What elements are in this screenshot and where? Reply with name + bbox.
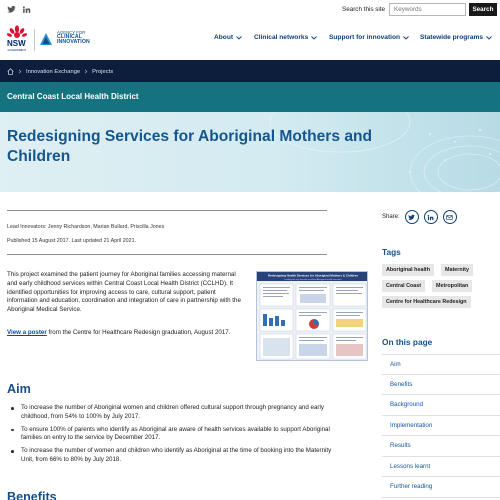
aim-item: To ensure 100% of parents who identify as Aboriginal are aware of health services available to support Aboriginal families on entry to the service by December 2017.: [7, 426, 337, 444]
nav-clinical-networks-label: Clinical networks: [254, 34, 309, 41]
chevron-down-icon: [311, 36, 317, 40]
aci-logo-text: [57, 30, 90, 45]
tag-maternity[interactable]: Maternity: [441, 264, 473, 276]
search-input[interactable]: [389, 3, 466, 16]
chevron-down-icon: [486, 36, 492, 40]
chevron-down-icon: [403, 36, 409, 40]
breadcrumb-item-innovation-exchange[interactable]: Innovation Exchange: [26, 68, 81, 75]
aci-logo-line2: CLINICAL: [57, 34, 83, 40]
on-this-page-background[interactable]: Background: [382, 395, 500, 416]
tag-metropolitan[interactable]: Metropolitan: [432, 280, 472, 292]
tag-aboriginal-health[interactable]: Aboriginal health: [382, 264, 434, 276]
search-button[interactable]: Search: [469, 3, 497, 16]
poster-subtitle: Leading the way towards excellent Aboriginal health outcomes: [284, 278, 342, 281]
on-this-page-aim[interactable]: Aim: [382, 354, 500, 375]
meta-divider-bottom: [7, 254, 327, 255]
aim-heading: Aim: [7, 382, 31, 396]
nsw-waratah-logo: [6, 25, 28, 55]
on-this-page-list: [382, 354, 500, 498]
on-this-page-further-reading[interactable]: Further reading: [382, 477, 500, 498]
chevron-right-icon: [84, 69, 88, 74]
chevron-down-icon: [236, 36, 242, 40]
nav-clinical-networks[interactable]: [254, 34, 317, 41]
breadcrumb-item-projects[interactable]: Projects: [92, 68, 114, 75]
search-label: Search this site: [342, 6, 386, 13]
site-logo[interactable]: [6, 25, 102, 55]
hero-banner: [0, 112, 500, 192]
linkedin-icon: [427, 214, 434, 221]
on-this-page-heading: On this page: [382, 337, 433, 347]
nav-statewide-label: Statewide programs: [420, 34, 484, 41]
poster-graphic: [257, 272, 368, 361]
tags-heading: Tags: [382, 247, 401, 257]
poster-paragraph: [7, 329, 247, 338]
breadcrumb: [7, 68, 113, 75]
nav-support-for-innovation[interactable]: [329, 34, 409, 41]
on-this-page-lessons-learnt[interactable]: Lessons learnt: [382, 457, 500, 478]
on-this-page-implementation[interactable]: Implementation: [382, 416, 500, 437]
twitter-icon[interactable]: [7, 5, 16, 14]
poster-thumbnail[interactable]: [256, 271, 368, 361]
view-poster-link[interactable]: View a poster: [7, 329, 47, 336]
benefits-heading: Benefits: [7, 490, 57, 500]
breadcrumb-bar: [0, 60, 500, 82]
linkedin-icon[interactable]: [22, 5, 31, 14]
poster-paragraph-text: from the Centre for Healthcare Redesign graduation, August 2017.: [46, 329, 231, 336]
on-this-page-benefits[interactable]: Benefits: [382, 375, 500, 396]
project-intro: This project examined the patient journey for Aboriginal families accessing maternal and early childhood services within Central Coast Local Health District (CCLHD). It identified opportunities for improving access to care, cultural support, patient information and education, coordination and integration of care in partnership with the Aboriginal Medical Service.: [7, 271, 241, 314]
share-twitter-button[interactable]: [405, 210, 419, 224]
share-links: [382, 210, 457, 224]
share-email-button[interactable]: [443, 210, 457, 224]
on-this-page-results[interactable]: Results: [382, 436, 500, 457]
tag-central-coast[interactable]: Central Coast: [382, 280, 425, 292]
tag-centre-for-healthcare-redesign[interactable]: Centre for Healthcare Redesign: [382, 296, 471, 308]
nav-support-label: Support for innovation: [329, 34, 401, 41]
page-title: Redesigning Services for Aboriginal Mothers and Children: [7, 128, 373, 165]
nav-about[interactable]: [214, 34, 242, 41]
district-banner: [0, 82, 500, 112]
nav-about-label: About: [214, 34, 234, 41]
nav-statewide-programs[interactable]: [420, 34, 492, 41]
utility-bar: [0, 0, 500, 20]
poster-title: Redesigning Health Services for Aboriginal Mothers & Children: [267, 273, 359, 278]
home-icon[interactable]: [7, 68, 14, 75]
published-date: Published 15 August 2017. Last updated 21 April 2021.: [7, 238, 136, 244]
lead-innovators: Lead Innovators: Jenny Richardson, Marian Bullard, Priscilla Jones: [7, 224, 165, 230]
aci-logo-line1: AGENCY FOR: [57, 30, 86, 35]
social-links: [7, 5, 31, 14]
share-label: Share:: [382, 214, 400, 220]
aci-logo-line3: INNOVATION: [57, 39, 90, 45]
logo-divider: [34, 29, 35, 51]
aim-list: [7, 404, 337, 469]
aci-mark-icon: [39, 32, 53, 46]
aim-item: To increase the number of women and children who identify as Aboriginal at the time of booking into the Maternity Unit, from 66% to 80% by July 2018.: [7, 447, 337, 465]
meta-divider-top: [7, 210, 327, 211]
nsw-logo-subtext: GOVERNMENT: [7, 49, 27, 52]
aim-item: To increase the number of Aboriginal women and children offered cultural support through pregnancy and early childhood, from 54% to 100% by July 2017.: [7, 404, 337, 422]
nsw-logo-text: NSW: [7, 39, 26, 48]
twitter-icon: [408, 214, 415, 221]
email-icon: [446, 214, 453, 221]
chevron-right-icon: [18, 69, 22, 74]
site-header: [0, 20, 500, 60]
district-name: Central Coast Local Health District: [7, 92, 139, 101]
share-linkedin-button[interactable]: [424, 210, 438, 224]
